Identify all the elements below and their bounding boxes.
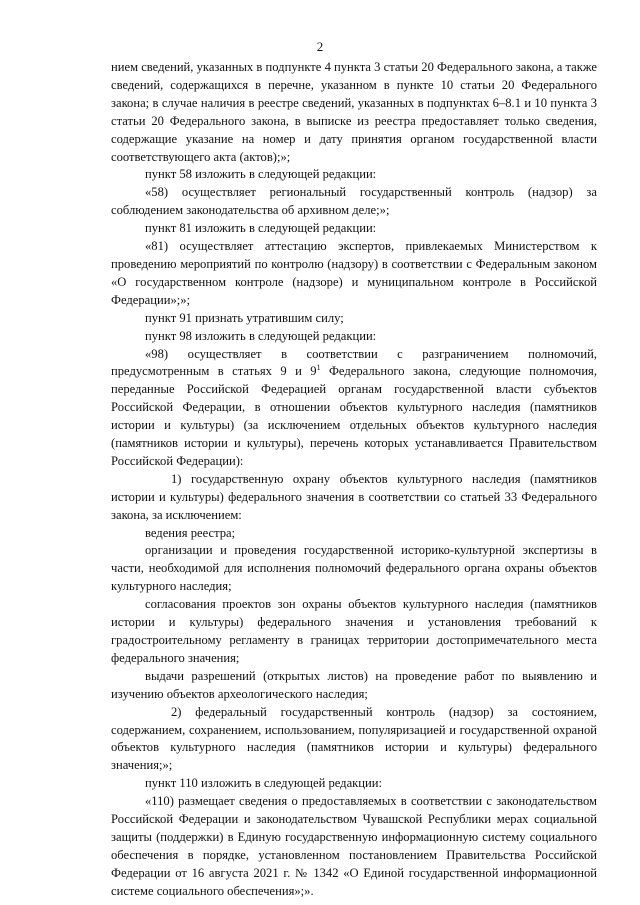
paragraph-exception-zones: согласования проектов зон охраны объектов культурного наследия (памятников истории и культуры) федерального значения и установления требований к градостроительному регламенту в границах территории достопримечательного места федерального значения; xyxy=(111,597,597,665)
paragraph-item-98-text xyxy=(111,346,597,471)
paragraph-exception-permits: выдачи разрешений (открытых листов) на проведение работ по выявлению и изучению объектов археологического наследия; xyxy=(111,668,597,701)
paragraph-item-98-text-part1: «98) осуществляет в соответствии с разграничением полномочий, предусмотренным в статьях 9 и 9 xyxy=(111,346,597,379)
paragraph-item-58-text: «58) осуществляет региональный государственный контроль (надзор) за соблюдением законодательства об архивном деле;»; xyxy=(111,185,597,218)
paragraph-item-81-text: «81) осуществляет аттестацию экспертов, привлекаемых Министерством к проведению мероприятий по контролю (надзору) в соответствии с Федеральным законом «О государственном контроле (надзоре) и муниципальном контроле в Российской Федерации»;»; xyxy=(111,239,597,307)
paragraph-subitem-2: 2) федеральный государственный контроль (надзор) за состоянием, содержанием, сохранением, использованием, популяризацией и государственной охраной объектов культурного наследия (памятников истории и культуры) федерального значения;»; xyxy=(111,704,597,773)
paragraph-continuation: нием сведений, указанных в подпункте 4 пункта 3 статьи 20 Федерального закона, а также сведений, содержащихся в перечне, указанном в пункте 10 статьи 20 Федерального закона; в случае наличия в реестре сведений, указанных в подпунктах 6–8.1 и 10 пункта 3 статьи 20 Федерального закона, в выписке из реестра предоставляет только сведения, содержащие указание на номер и дату принятия органом государственной власти соответствующего акта (актов);»; xyxy=(111,60,597,164)
paragraph-item-98-text-part2: Федерального закона, следующие полномочия, переданные Российской Федерацией органам государственной власти субъектов Российской Федерации, в отношении объектов культурного наследия (памятников истории и культуры) (за исключением отдельных объектов культурного наследия (памятников истории и культуры), перечень которых устанавливается Правительством Российской Федерации): xyxy=(111,364,597,468)
paragraph-item-110-heading: пункт 110 изложить в следующей редакции: xyxy=(145,776,383,791)
paragraph-subitem-1: 1) государственную охрану объектов культурного наследия (памятников истории и культуры) федерального значения в соответствии со статьей 33 Федерального закона, за исключением: xyxy=(111,471,597,522)
superscript-one: 1 xyxy=(316,363,321,373)
paragraph-item-110-text: «110) размещает сведения о предоставляемых в соответствии с законодательством Российской Федерации и законодательством Чувашской Республики мерах социальной защиты (поддержки) в Единую государственную информационную систему социального обеспечения в порядке, установленном постановлением Правительства Российской Федерации от 16 августа 2021 г. № 1342 «О Единой государственной информационной системе социального обеспечения»;». xyxy=(111,794,597,898)
paragraph-item-98-heading: пункт 98 изложить в следующей редакции: xyxy=(145,328,377,343)
paragraph-item-91: пункт 91 признать утратившим силу; xyxy=(145,310,344,325)
paragraph-item-58-heading: пункт 58 изложить в следующей редакции: xyxy=(145,167,377,182)
page-number: 2 xyxy=(316,39,324,54)
paragraph-exception-expertise: организации и проведения государственной историко-культурной экспертизы в части, необходимой для исполнения полномочий федерального органа охраны объектов культурного наследия; xyxy=(111,543,597,594)
paragraph-item-81-heading: пункт 81 изложить в следующей редакции: xyxy=(145,221,377,236)
paragraph-exception-registry: ведения реестра; xyxy=(145,525,236,540)
document-body xyxy=(111,59,597,901)
